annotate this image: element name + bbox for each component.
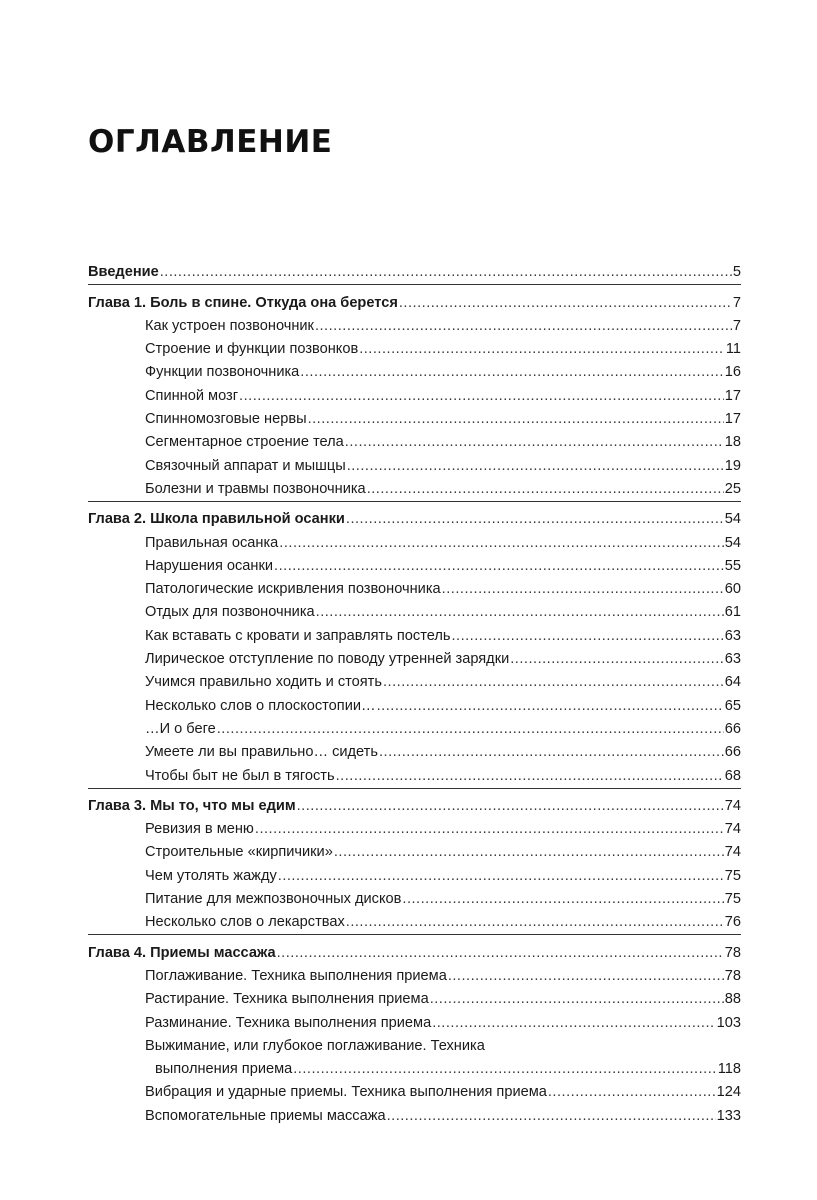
- toc-entry[interactable]: [88, 475, 741, 498]
- dot-leader: [279, 534, 723, 552]
- toc-section-chapter-4: [88, 938, 741, 1127]
- toc-entry[interactable]: [88, 528, 741, 551]
- toc-entry[interactable]: [88, 908, 741, 931]
- toc-entry[interactable]: [88, 761, 741, 784]
- toc-page: 61: [724, 604, 741, 621]
- toc-label: Чем утолять жажду: [145, 867, 277, 884]
- dot-leader: [300, 363, 723, 381]
- dot-leader: [274, 557, 724, 575]
- toc-label: Учимся правильно ходить и стоять: [145, 674, 382, 691]
- toc-label: Умеете ли вы правильно… сидеть: [145, 744, 378, 761]
- toc-label: Глава 2. Школа правильной осанки: [88, 511, 345, 528]
- dot-leader: [448, 967, 724, 985]
- toc-page: 124: [716, 1084, 741, 1101]
- toc-label: Строительные «кирпичики»: [145, 844, 333, 861]
- toc-entry[interactable]: [88, 691, 741, 714]
- dot-leader: [510, 650, 724, 668]
- toc-entry[interactable]: [88, 335, 741, 358]
- toc-entry[interactable]: [88, 428, 741, 451]
- toc-label: Связочный аппарат и мышцы: [145, 457, 346, 474]
- toc-entry[interactable]: [88, 358, 741, 381]
- dot-leader: [278, 867, 724, 885]
- toc-label: …И о беге: [145, 720, 216, 737]
- toc-page: 133: [716, 1107, 741, 1124]
- dot-leader: [297, 797, 724, 815]
- toc-page: 76: [724, 914, 741, 931]
- toc-page: 17: [724, 411, 741, 428]
- toc-section-chapter-2: [88, 505, 741, 789]
- toc-label: Глава 1. Боль в спине. Откуда она берется: [88, 294, 398, 311]
- toc-entry[interactable]: [88, 645, 741, 668]
- toc-entry[interactable]: [88, 621, 741, 644]
- toc-page: 74: [724, 797, 741, 814]
- toc-label: Чтобы быт не был в тягость: [145, 767, 335, 784]
- toc-label: Несколько слов о лекарствах: [145, 914, 345, 931]
- toc-page: 66: [724, 744, 741, 761]
- toc-label: Правильная осанка: [145, 534, 279, 551]
- dot-leader: [367, 480, 724, 498]
- toc-entry[interactable]: [88, 985, 741, 1008]
- toc-section-chapter-3: [88, 792, 741, 936]
- dot-leader: [548, 1083, 716, 1101]
- toc-page: 75: [724, 867, 741, 884]
- toc-entry[interactable]: [88, 668, 741, 691]
- toc-entry[interactable]: [88, 405, 741, 428]
- toc-page: 74: [724, 844, 741, 861]
- toc-label-line-1: Выжимание, или глубокое поглаживание. Техника: [145, 1037, 485, 1054]
- dot-leader: [383, 673, 724, 691]
- dot-leader: [336, 767, 724, 785]
- toc-page: 103: [716, 1014, 741, 1031]
- toc-label: Питание для межпозвоночных дисков: [145, 891, 402, 908]
- toc-page: 5: [732, 264, 741, 281]
- toc-label: Несколько слов о плоскостопии…: [145, 697, 376, 714]
- dot-leader: [387, 1107, 716, 1125]
- toc-entry[interactable]: [88, 598, 741, 621]
- dot-leader: [217, 720, 724, 738]
- toc-label-line-2: выполнения приема: [155, 1061, 293, 1078]
- toc-chapter-1[interactable]: [88, 288, 741, 311]
- toc-label: Болезни и травмы позвоночника: [145, 480, 366, 497]
- dot-leader: [334, 843, 724, 861]
- dot-leader: [442, 580, 724, 598]
- dot-leader: [451, 627, 723, 645]
- toc-entry[interactable]: [88, 715, 741, 738]
- toc-chapter-4[interactable]: [88, 938, 741, 961]
- toc-entry[interactable]: [88, 861, 741, 884]
- toc-page: 66: [724, 720, 741, 737]
- toc-label: Сегментарное строение тела: [145, 434, 344, 451]
- toc-label: Как вставать с кровати и заправлять постель: [145, 627, 451, 644]
- toc-page: 7: [732, 317, 741, 334]
- dot-leader: [315, 317, 732, 335]
- toc-label: Растирание. Техника выполнения приема: [145, 991, 429, 1008]
- toc-label: Отдых для позвоночника: [145, 604, 315, 621]
- toc-entry[interactable]: [88, 815, 741, 838]
- dot-leader: [377, 697, 724, 715]
- toc-page: 19: [724, 457, 741, 474]
- toc-label: Спинной мозг: [145, 387, 239, 404]
- toc-page: 78: [724, 944, 741, 961]
- toc-label: Лирическое отступление по поводу утренней зарядки: [145, 651, 510, 668]
- dot-leader: [293, 1060, 716, 1078]
- toc-page: 74: [724, 821, 741, 838]
- toc-label: Поглаживание. Техника выполнения приема: [145, 967, 447, 984]
- toc-label: Вспомогательные приемы массажа: [145, 1107, 386, 1124]
- toc-entry[interactable]: [88, 838, 741, 861]
- toc-page: 7: [732, 294, 741, 311]
- dot-leader: [402, 890, 723, 908]
- table-of-contents: [88, 258, 741, 1131]
- toc-entry-multiline[interactable]: [88, 1032, 741, 1079]
- toc-page: 78: [724, 967, 741, 984]
- dot-leader: [346, 913, 724, 931]
- dot-leader: [346, 510, 724, 528]
- toc-label: Спинномозговые нервы: [145, 411, 307, 428]
- toc-page: 55: [724, 557, 741, 574]
- dot-leader: [277, 944, 724, 962]
- toc-label: Нарушения осанки: [145, 557, 274, 574]
- toc-label: Глава 3. Мы то, что мы едим: [88, 797, 296, 814]
- toc-page: 54: [724, 534, 741, 551]
- toc-page: 65: [724, 697, 741, 714]
- toc-page: 54: [724, 511, 741, 528]
- toc-section-chapter-1: [88, 288, 741, 502]
- toc-page: 118: [717, 1061, 741, 1078]
- toc-page: 64: [724, 674, 741, 691]
- toc-label: Функции позвоночника: [145, 364, 300, 381]
- toc-label: Ревизия в меню: [145, 821, 254, 838]
- toc-page: 11: [725, 341, 741, 358]
- toc-entry[interactable]: [88, 1078, 741, 1101]
- dot-leader: [347, 457, 724, 475]
- dot-leader: [430, 990, 724, 1008]
- toc-label: Патологические искривления позвоночника: [145, 581, 441, 598]
- toc-chapter-2[interactable]: [88, 505, 741, 528]
- toc-chapter-3[interactable]: [88, 792, 741, 815]
- dot-leader: [316, 603, 724, 621]
- dot-leader: [239, 387, 724, 405]
- toc-label: Строение и функции позвонков: [145, 341, 359, 358]
- toc-section-intro: [88, 258, 741, 285]
- toc-label: Разминание. Техника выполнения приема: [145, 1014, 432, 1031]
- toc-page: 18: [724, 434, 741, 451]
- toc-entry[interactable]: [88, 1008, 741, 1031]
- toc-page: 68: [724, 767, 741, 784]
- toc-page: 60: [724, 581, 741, 598]
- toc-page: 63: [724, 627, 741, 644]
- toc-entry[interactable]: [88, 451, 741, 474]
- toc-page: 17: [724, 387, 741, 404]
- page-title: ОГЛАВЛЕНИЕ: [88, 124, 333, 160]
- dot-leader: [359, 340, 725, 358]
- toc-page: 16: [724, 364, 741, 381]
- toc-label: Глава 4. Приемы массажа: [88, 944, 276, 961]
- toc-entry-intro[interactable]: [88, 258, 741, 281]
- toc-entry[interactable]: [88, 885, 741, 908]
- dot-leader: [379, 743, 724, 761]
- toc-label: Вибрация и ударные приемы. Техника выполнения приема: [145, 1084, 547, 1101]
- toc-entry[interactable]: [88, 575, 741, 598]
- toc-entry[interactable]: [88, 962, 741, 985]
- toc-entry[interactable]: [88, 312, 741, 335]
- toc-entry[interactable]: [88, 1101, 741, 1124]
- dot-leader: [160, 263, 732, 281]
- toc-label: Как устроен позвоночник: [145, 317, 314, 334]
- dot-leader: [255, 820, 724, 838]
- toc-page: 75: [724, 891, 741, 908]
- dot-leader: [345, 433, 724, 451]
- toc-page: 88: [724, 991, 741, 1008]
- toc-entry[interactable]: [88, 738, 741, 761]
- toc-page: 25: [724, 480, 741, 497]
- dot-leader: [308, 410, 724, 428]
- toc-entry[interactable]: [88, 381, 741, 404]
- toc-entry[interactable]: [88, 552, 741, 575]
- dot-leader: [432, 1014, 715, 1032]
- toc-label: Введение: [88, 264, 159, 281]
- toc-page: 63: [724, 651, 741, 668]
- dot-leader: [399, 294, 732, 312]
